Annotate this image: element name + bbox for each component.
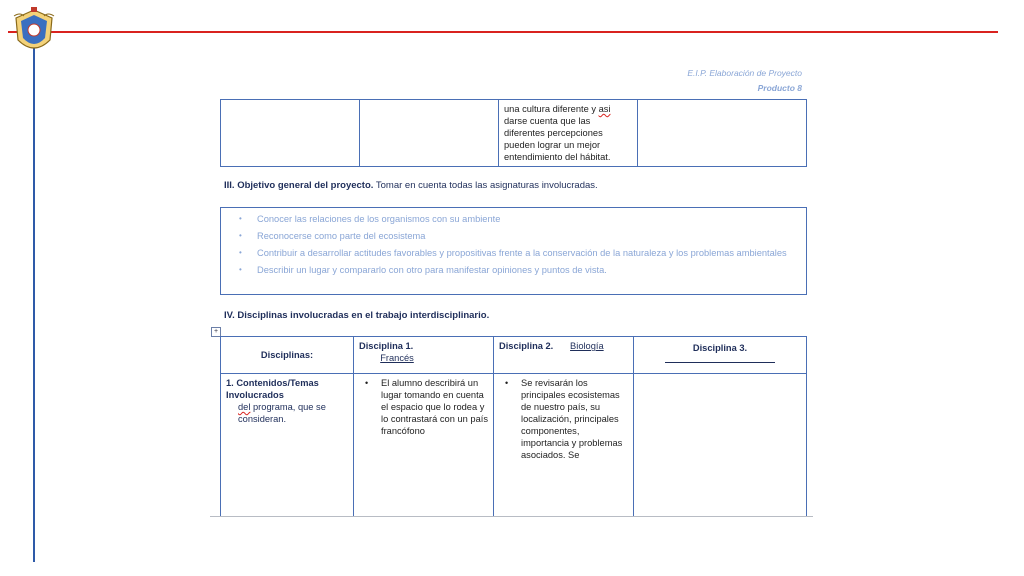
discipline-1-label: Disciplina 1. [359, 341, 414, 351]
page-bottom-rule [210, 516, 813, 517]
section-text: Tomar en cuenta todas las asignaturas involucradas. [373, 180, 598, 191]
table-move-handle-icon[interactable]: + [211, 327, 221, 337]
table-cell-text [499, 100, 638, 167]
section-3-objective [224, 180, 598, 191]
discipline-2-label: Disciplina 2. [499, 341, 554, 351]
header-disciplinas: Disciplinas: [221, 337, 354, 374]
discipline-1-value: Francés [380, 353, 414, 363]
section-heading: III. Objetivo general del proyecto. [224, 180, 374, 191]
list-item: • Contribuir a desarrollar actitudes favorables y propositivas frente a la conservación de la naturaleza y los problemas ambientales [239, 247, 798, 259]
list-item: • El alumno describirá un lugar tomando en cuenta el espacio que lo rodea y lo contrastará con un país francófono [381, 377, 488, 437]
header-discipline-1 [354, 337, 494, 374]
row-label-text: programa, que se consideran. [238, 402, 326, 424]
table-cell [360, 100, 499, 167]
header-red-rule [8, 31, 998, 33]
table-cell [221, 100, 360, 167]
row-label-misspelled: del [238, 402, 251, 412]
discipline-2-content [494, 374, 634, 517]
header-product-label: Producto 8 [757, 83, 802, 93]
table-cell [638, 100, 807, 167]
row-label-cell [221, 374, 354, 517]
margin-blue-rule [33, 36, 35, 562]
header-project-title: E.I.P. Elaboración de Proyecto [687, 68, 802, 78]
discipline-3-blank [665, 354, 775, 363]
table-row [221, 374, 807, 517]
header-discipline-2 [494, 337, 634, 374]
discipline-3-label: Disciplina 3. [692, 343, 748, 353]
cell-text-misspelled: asi [598, 104, 611, 114]
discipline-2-value: Biología [570, 341, 604, 351]
section-4-heading: IV. Disciplinas involucradas en el trabajo interdisciplinario. [224, 310, 490, 321]
cell-text: una cultura diferente y [504, 104, 599, 114]
list-item: • Reconocerse como parte del ecosistema [239, 230, 798, 242]
header-discipline-3 [634, 337, 807, 374]
list-item: • Describir un lugar y compararlo con otro para manifestar opiniones y puntos de vista. [239, 264, 798, 276]
objectives-box [220, 207, 807, 295]
discipline-3-content [634, 374, 807, 517]
table-header-row [221, 337, 807, 374]
list-item: • Conocer las relaciones de los organismos con su ambiente [239, 213, 798, 225]
discipline-1-content [354, 374, 494, 517]
continuation-table [220, 99, 807, 167]
row-label-heading: 1. Contenidos/Temas Involucrados [226, 378, 319, 400]
list-item: • Se revisarán los principales ecosistemas de nuestro país, su localización, principales componentes, importancia y problemas asociados. Se [521, 377, 628, 461]
school-crest-logo [12, 6, 56, 58]
disciplines-table [220, 336, 807, 517]
cell-text: darse cuenta que las diferentes percepciones pueden lograr un mejor entendimiento del hábitat. [504, 116, 611, 162]
